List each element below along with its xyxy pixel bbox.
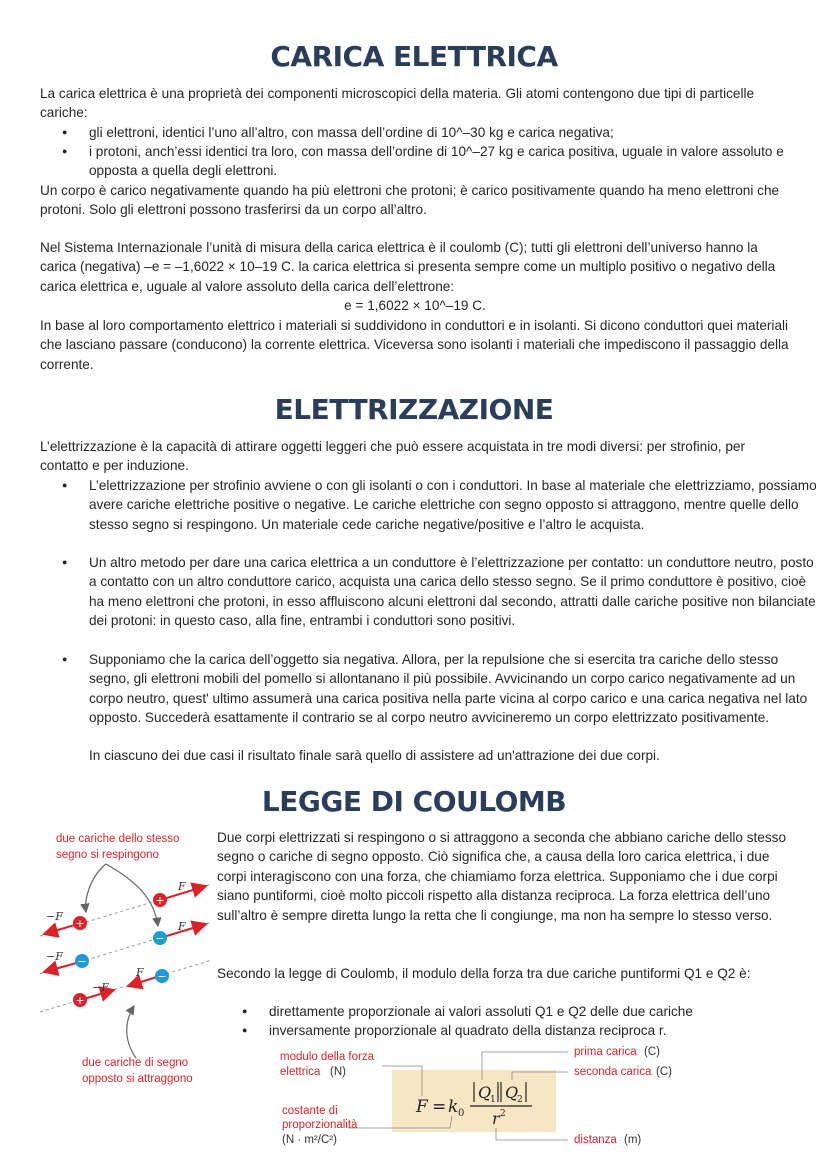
formula-Q2-sub: 2: [517, 1095, 523, 1105]
svg-text:−: −: [155, 932, 165, 945]
section-title-elettrizzazione: ELETTRIZZAZIONE: [274, 393, 554, 426]
paragraph: Secondo la legge di Coulomb, il modulo della forza tra due cariche puntiformi Q1 e Q2 è:: [217, 966, 751, 981]
svg-text:+: +: [75, 994, 85, 1007]
label-costante: costante di: [282, 1105, 338, 1117]
formula-k-sub: 0: [458, 1108, 465, 1119]
label-prima-carica: prima carica: [574, 1046, 637, 1058]
label-seconda-unit: (C): [656, 1066, 672, 1078]
force-label: −F: [46, 950, 63, 963]
svg-text:−: −: [157, 970, 167, 983]
svg-text:−: −: [77, 955, 87, 968]
label-prima-unit: (C): [644, 1046, 660, 1058]
formula-equals: =: [432, 1097, 447, 1117]
formula-r: r: [492, 1109, 500, 1128]
paragraph: Due corpi elettrizzati si respingono o si attraggono a seconda che abbiano cariche dello stesso segno o cariche di segno opposto. Ciò significa che, a causa della loro carica elettrica, i due corpi interagiscono con una forza, che chiamiamo forza elettrica. Supponiamo che i due corpi siano puntiformi, cioè molto piccoli rispetto alla distanza reciproca. La forza elettrica dell’uno sull’altro è sempre diretta lungo la retta che li congiunge, ma non ha sempre lo stesso verso.: [217, 830, 787, 923]
force-label: −F: [92, 981, 109, 994]
paragraph: La carica elettrica è una proprietà dei componenti microscopici della materia. Gli atomi contengono due tipi di particelle cariche:: [40, 86, 755, 121]
force-arrow: [44, 962, 80, 972]
list-item: ● gli elettroni, identici l’uno all’altro, con massa dell’ordine di 10^–30 kg e carica negativa;: [62, 123, 817, 142]
formula-F: F: [416, 1097, 428, 1117]
list-item-note: In ciascuno dei due casi il risultato finale sarà quello di assistere ad un'attrazione dei due corpi.: [89, 748, 660, 763]
formula-Q2: Q: [505, 1083, 519, 1102]
list-item: ● inversamente proporzionale al quadrato della distanza reciproca r.: [242, 1021, 817, 1040]
svg-text:+: +: [155, 894, 165, 907]
pointer-arrow: [127, 1006, 136, 1058]
formula-k: k: [448, 1097, 459, 1117]
list-item: ● Supponiamo che la carica dell’oggetto sia negativa. Allora, per la repulsione che si esercita tra cariche dello stesso segno, gli elettroni mobili del pomello si allontanano il più possibile. Avvicinando un corpo carico negativamente ad un corpo neutro, quest' ultimo assumerà una carica positiva nella parte vicina al corpo carico e una carica negativa nel lato opposto. Succederà esattamente il contrario se al corpo neutro avvicineremo un corpo elettrizzato positivamente.: [62, 650, 817, 728]
label-seconda-carica: seconda carica: [574, 1066, 652, 1078]
force-arrow: [44, 924, 78, 934]
paragraph: Nel Sistema Internazionale l’unità di misura della carica elettrica è il coulomb (C); tutti gli elettroni dell’universo hanno la carica (negativa) –e = –1,6022 × 10–19 C. la carica elettrica si presenta sempre come un multiplo positivo o negativo della carica elettrica e, uguale al valore assoluto della carica dell’elettrone:: [40, 240, 776, 294]
coulomb-formula: [276, 1040, 696, 1152]
list-item: ● direttamente proporzionale ai valori assoluti Q1 e Q2 delle due cariche: [242, 1002, 817, 1021]
label-distanza: distanza: [574, 1134, 617, 1146]
equation: e = 1,6022 × 10^–19 C.: [344, 298, 486, 313]
label-costante-unit: (N · m²/C²): [282, 1134, 337, 1146]
label-opposite-sign-1: due cariche di segno: [82, 1057, 189, 1069]
section-title-carica-elettrica: CARICA ELETTRICA: [270, 40, 558, 73]
formula-r-exp: 2: [500, 1109, 506, 1119]
paragraph: In base al loro comportamento elettrico i materiali si suddividono in conduttori e in isolanti. Si dicono conduttori quei materiali che lasciano passare (conducono) la corrente elettrica. Viceversa sono isolanti i materiali che impediscono il passaggio della corrente.: [40, 318, 789, 372]
label-same-sign-2: segno si respingono: [56, 849, 159, 861]
force-label: −F: [46, 910, 63, 923]
label-costante-2: proporzionalità: [282, 1119, 358, 1131]
formula-Q1: Q: [478, 1083, 492, 1102]
list-item: ● Un altro metodo per dare una carica elettrica a un conduttore è l’elettrizzazione per contatto: un conduttore neutro, posto a contatto con un altro conduttore carico, acquista una carica dello stesso segno. Se il primo conduttore è positivo, cioè ha meno elettroni che protoni, in esso affluiscono alcuni elettroni dal secondo, attratti dalle cariche positive non bilanciate dei protoni: in questo caso, alla fine, entrambi i conduttori sono positivi.: [62, 553, 817, 631]
label-distanza-unit: (m): [624, 1134, 642, 1146]
label-same-sign-1: due cariche dello stesso: [56, 833, 180, 845]
paragraph: Un corpo è carico negativamente quando ha più elettroni che protoni; è carico positivamente quando ha meno elettroni che protoni. Solo gli elettroni possono trasferirsi da un corpo all’altro.: [40, 183, 780, 218]
svg-text:+: +: [75, 917, 85, 930]
label-modulo-2: elettrica: [280, 1066, 321, 1078]
label-modulo: modulo della forza: [280, 1051, 374, 1063]
force-label: F: [178, 920, 186, 933]
list-item: ● L’elettrizzazione per strofinio avviene o con gli isolanti o con i conduttori. In base al materiale che elettrizziamo, possiamo avere cariche elettriche positive o negative. Le cariche elettriche con segno opposto si attraggono, mentre quelle dello stesso segno si respingono. Un materiale cede cariche negative/positive e l’altro le acquista.: [62, 476, 817, 534]
label-modulo-unit: (N): [330, 1066, 346, 1078]
paragraph: L’elettrizzazione è la capacità di attirare oggetti leggeri che può essere acquistata in tre modi diversi: per strofinio, per contatto e per induzione.: [40, 439, 745, 474]
list-item: ● i protoni, anch’essi identici tra loro, con massa dell’ordine di 10^–27 kg e carica positiva, uguale in valore assoluto e opposta a quella degli elettroni.: [62, 142, 817, 181]
pointer-arrow: [86, 864, 106, 912]
formula-Q1-sub: 1: [490, 1095, 496, 1105]
force-label: F: [178, 880, 186, 893]
dashed-line: [40, 960, 212, 1012]
section-title-legge-di-coulomb: LEGGE DI COULOMB: [261, 785, 567, 818]
pointer-arrow: [106, 864, 158, 926]
label-opposite-sign-2: opposto si attraggono: [82, 1073, 193, 1085]
charges-diagram: [36, 826, 216, 1096]
force-label: F: [136, 966, 144, 979]
